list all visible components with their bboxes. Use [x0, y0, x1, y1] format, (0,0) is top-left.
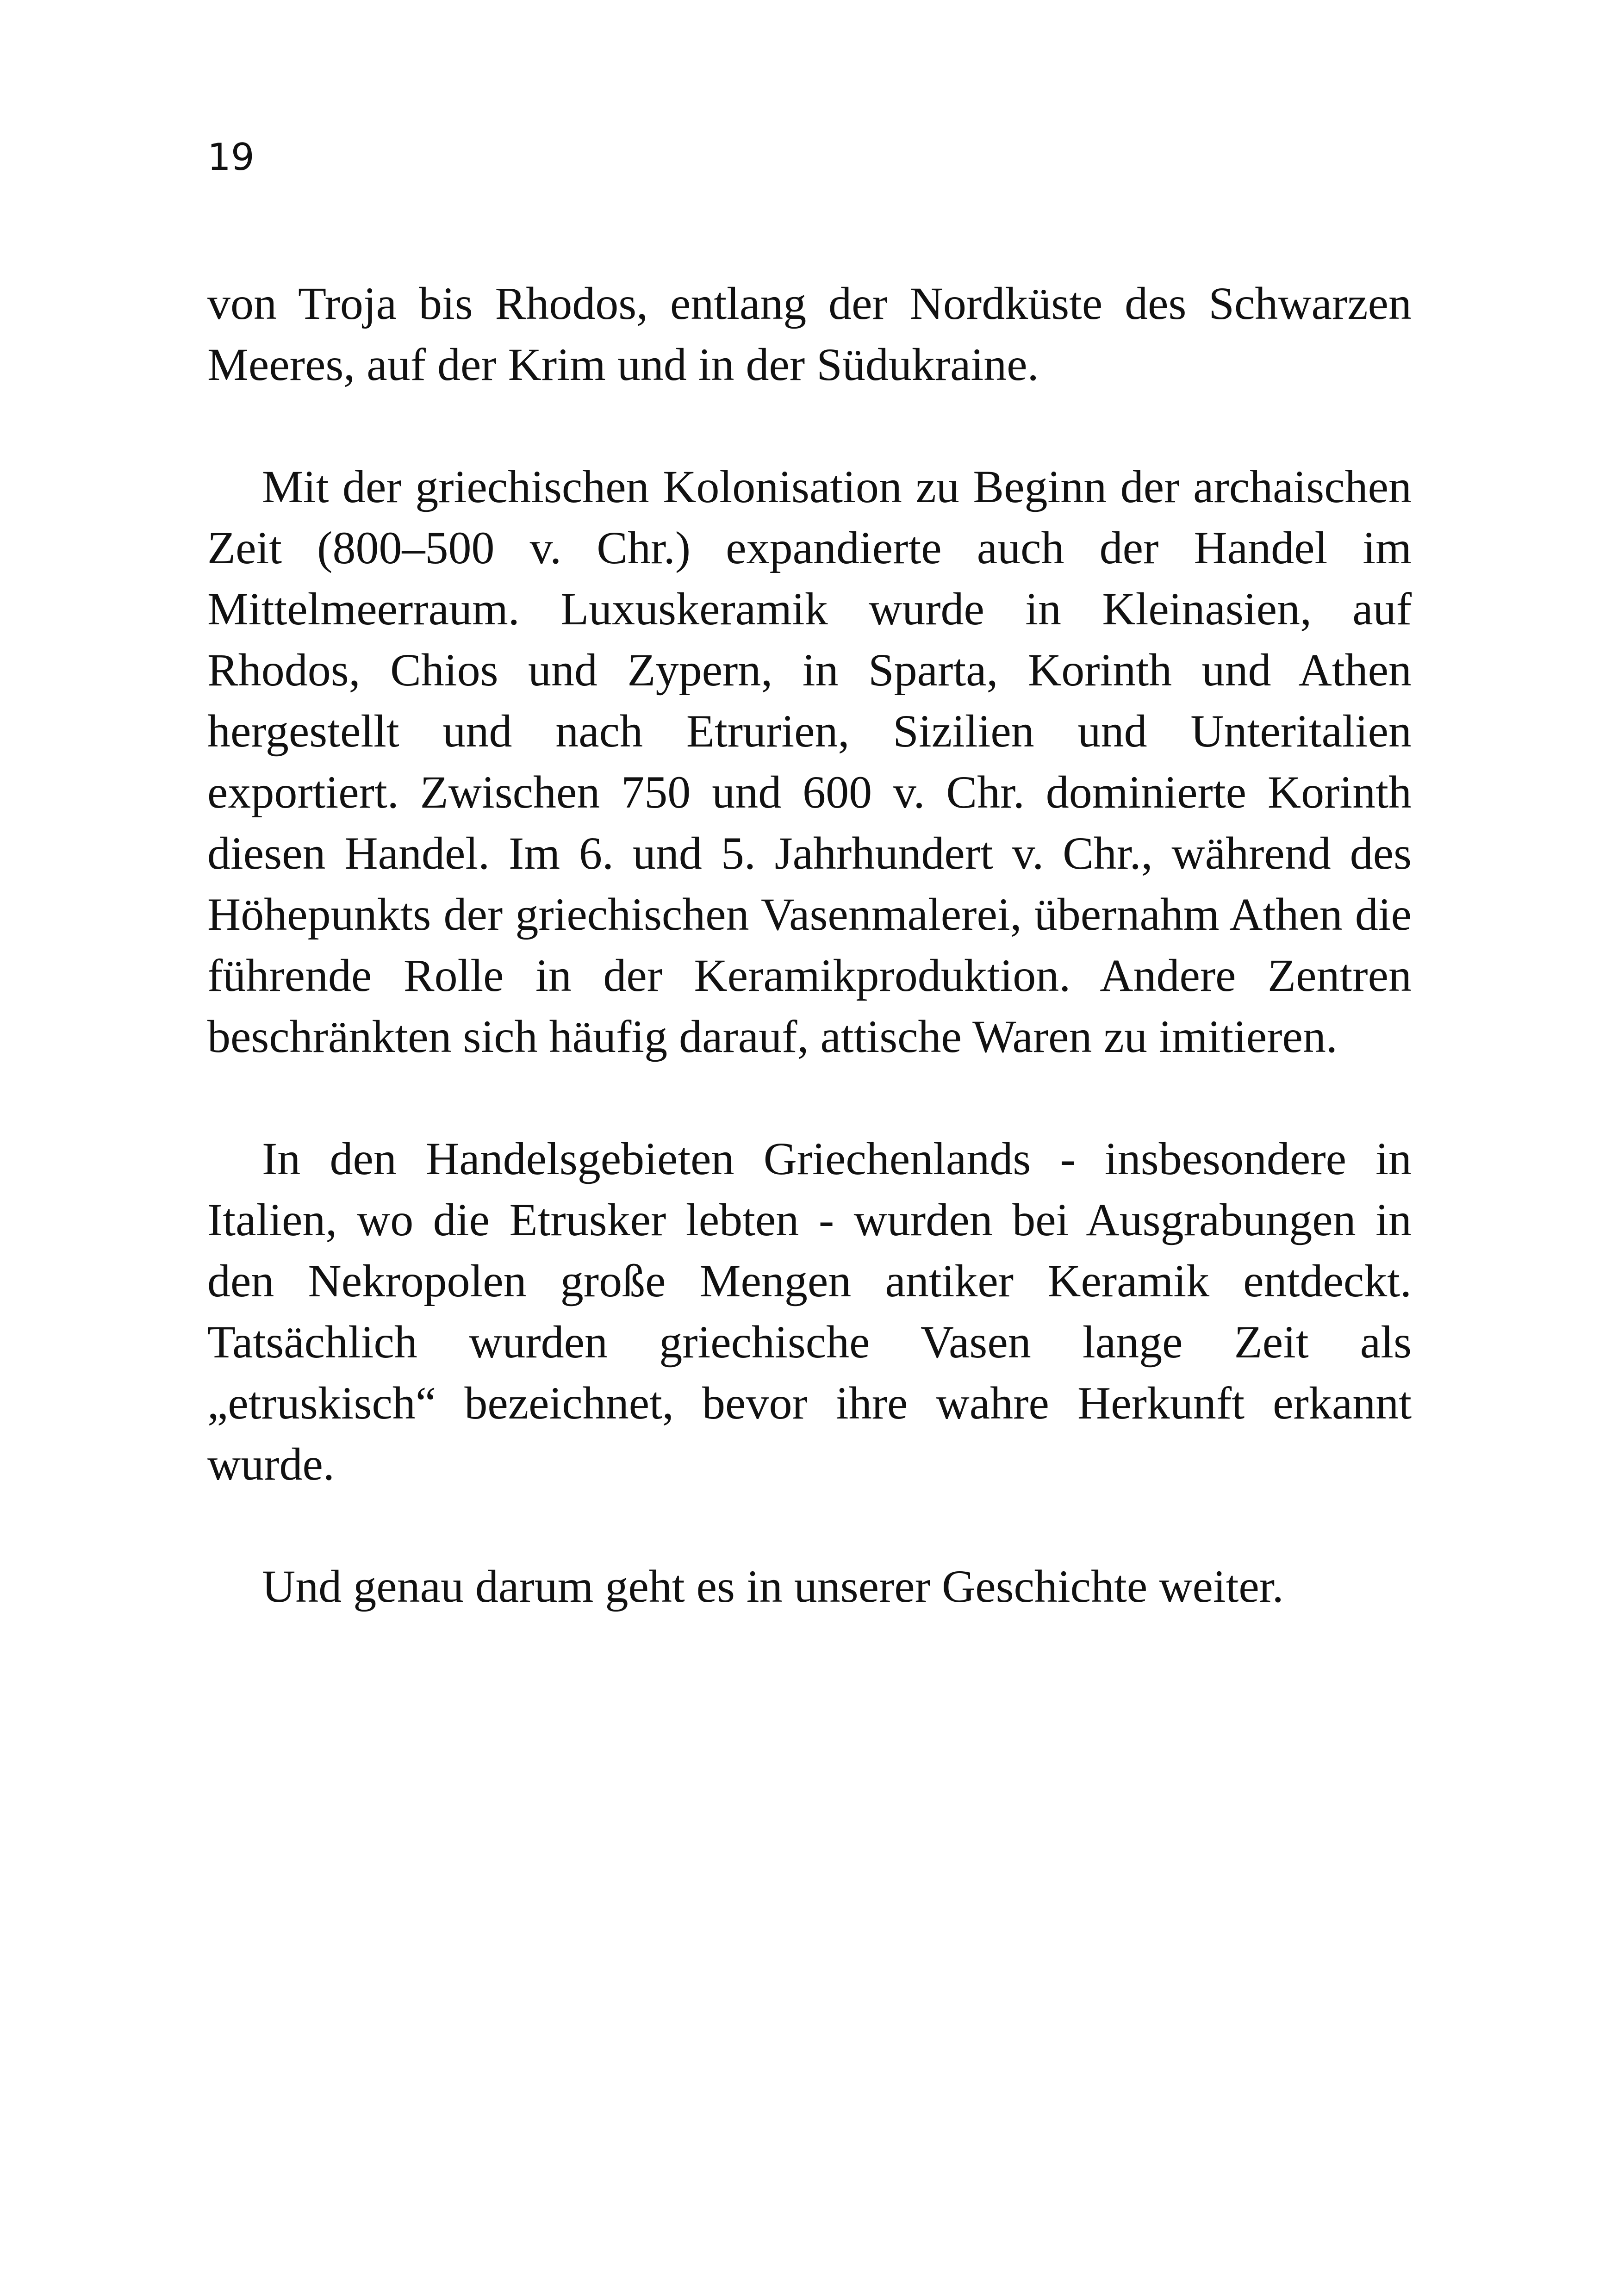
paragraph-closing: Und genau darum geht es in unserer Geschichte weiter.: [262, 1561, 1284, 1612]
page-number: 19: [207, 136, 255, 179]
body-text: [207, 273, 1412, 1617]
paragraph-continuation: von Troja bis Rhodos, entlang der Nordküste des Schwarzen Meeres, auf der Krim und in der Südukraine.: [207, 278, 1412, 390]
paragraph-colonisation-trade: Mit der griechischen Kolonisation zu Beginn der archaischen Zeit (800–500 v. Chr.) expandierte auch der Handel im Mittelmeerraum. Luxuskeramik wurde in Kleinasien, auf Rhodos, Chios und Zypern, in Sparta, Korinth und Athen hergestellt und nach Etrurien, Sizilien und Unteritalien exportiert. Zwischen 750 und 600 v. Chr. dominierte Korinth diesen Handel. Im 6. und 5. Jahrhundert v. Chr., während des Höhepunkts der griechischen Vasenmalerei, übernahm Athen die führende Rolle in der Keramikproduktion. Andere Zentren beschränkten sich häufig darauf, attische Waren zu imitieren.: [207, 461, 1412, 1062]
paragraph-etruscan-finds: In den Handelsgebieten Griechenlands - insbesondere in Italien, wo die Etrusker lebten - wurden bei Ausgrabungen in den Nekropolen große Mengen antiker Keramik entdeckt. Tatsächlich wurden griechische Vasen lange Zeit als „etruskisch“ bezeichnet, bevor ihre wahre Herkunft erkannt wurde.: [207, 1133, 1412, 1490]
